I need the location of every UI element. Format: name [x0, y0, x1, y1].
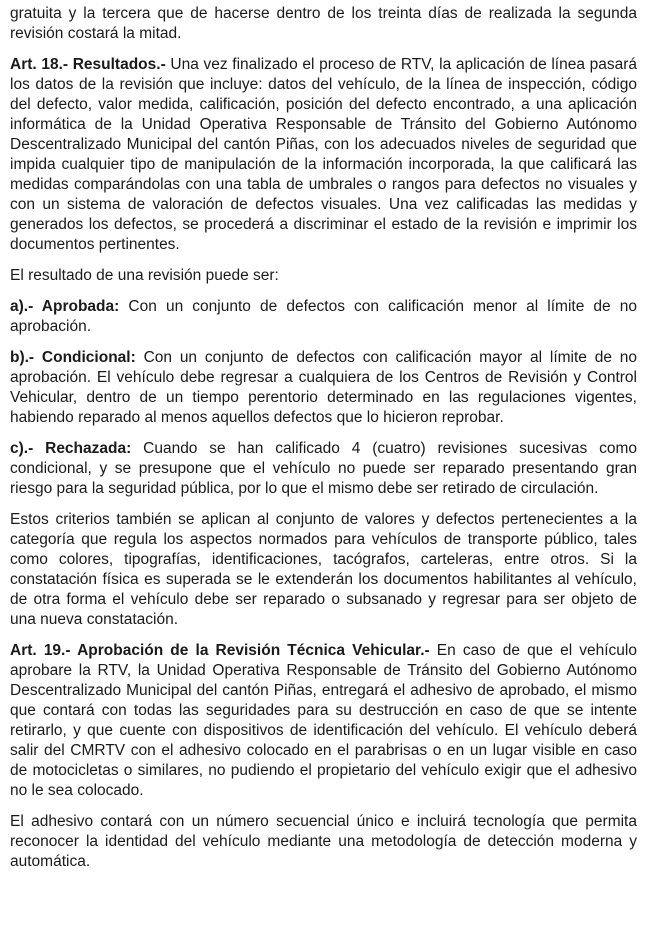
paragraph-text: Estos criterios también se aplican al conjunto de valores y defectos pertenecientes a la categoría que regula los aspectos normados para vehículos de transporte público, tales como colores, tipografías, identificaciones, tacógrafos, carteleras, entre otros. Si la constatación física es superada se le extenderán los documentos habilitantes al vehículo, de otra forma el vehículo debe ser reparado o subsanado y regresar para ser objeto de una nueva constatación.	[10, 511, 637, 628]
paragraph-adhesive	[10, 812, 637, 872]
article-19-heading: Art. 19.- Aprobación de la Revisión Técnica Vehicular.-	[10, 642, 430, 659]
paragraph-text: En caso de que el vehículo aprobare la RTV, la Unidad Operativa Responsable de Tránsito del Gobierno Autónomo Descentralizado Municipal del cantón Piñas, entregará el adhesivo de aprobado, el mismo que contará con todas las seguridades para su destrucción en caso de que se intente retirarlo, y que cuente con dispositivos de identificación del vehículo. El vehículo deberá salir del CMRTV con el adhesivo colocado en el parabrisas o en un lugar visible en caso de motocicletas o similares, no pudiendo el propietario del vehículo exigir que el adhesivo no le sea colocado.	[10, 642, 637, 799]
paragraph-result-conditional	[10, 348, 637, 428]
paragraph-text: Cuando se han calificado 4 (cuatro) revisiones sucesivas como condicional, y se presupone que el vehículo no puede ser reparado presentando gran riesgo para la seguridad pública, por lo que el mismo debe ser retirado de circulación.	[10, 440, 637, 497]
paragraph-continuation	[10, 4, 637, 44]
paragraph-text: Con un conjunto de defectos con calificación mayor al límite de no aprobación. El vehículo debe regresar a cualquiera de los Centros de Revisión y Control Vehicular, dentro de un tiempo perentorio determinado en las regulaciones vigentes, habiendo reparado al menos aquellos defectos que lo hicieron reprobar.	[10, 349, 637, 426]
result-conditional-label: b).- Condicional:	[10, 349, 136, 366]
paragraph-criteria	[10, 510, 637, 630]
paragraph-text: El adhesivo contará con un número secuencial único e incluirá tecnología que permita reconocer la identidad del vehículo mediante una metodología de detección moderna y automática.	[10, 813, 637, 870]
result-rejected-label: c).- Rechazada:	[10, 440, 132, 457]
paragraph-art-18	[10, 55, 637, 255]
paragraph-text: El resultado de una revisión puede ser:	[10, 267, 279, 284]
paragraph-result-approved	[10, 297, 637, 337]
document-page	[10, 0, 637, 883]
paragraph-result-intro	[10, 266, 637, 286]
result-approved-label: a).- Aprobada:	[10, 298, 120, 315]
paragraph-result-rejected	[10, 439, 637, 499]
paragraph-text: gratuita y la tercera que de hacerse dentro de los treinta días de realizada la segunda revisión costará la mitad.	[10, 5, 637, 42]
paragraph-text: Con un conjunto de defectos con calificación menor al límite de no aprobación.	[10, 298, 638, 335]
paragraph-text: Una vez finalizado el proceso de RTV, la aplicación de línea pasará los datos de la revisión que incluye: datos del vehículo, de la línea de inspección, código del defecto, valor medida, calificación, posición del defecto encontrado, a una aplicación informática de la Unidad Operativa Responsable de Tránsito del Gobierno Autónomo Descentralizado Municipal del cantón Piñas, con los adecuados niveles de seguridad que impida cualquier tipo de manipulación de la información incorporada, la que calificará las medidas comparándolas con una tabla de umbrales o rangos para defectos no visuales y con un sistema de valoración de defectos visuales. Una vez calificadas las medidas y generados los defectos, se procederá a discriminar el estado de la revisión e imprimir los documentos pertinentes.	[10, 56, 638, 253]
article-18-heading: Art. 18.- Resultados.-	[10, 56, 166, 73]
paragraph-art-19	[10, 641, 637, 801]
